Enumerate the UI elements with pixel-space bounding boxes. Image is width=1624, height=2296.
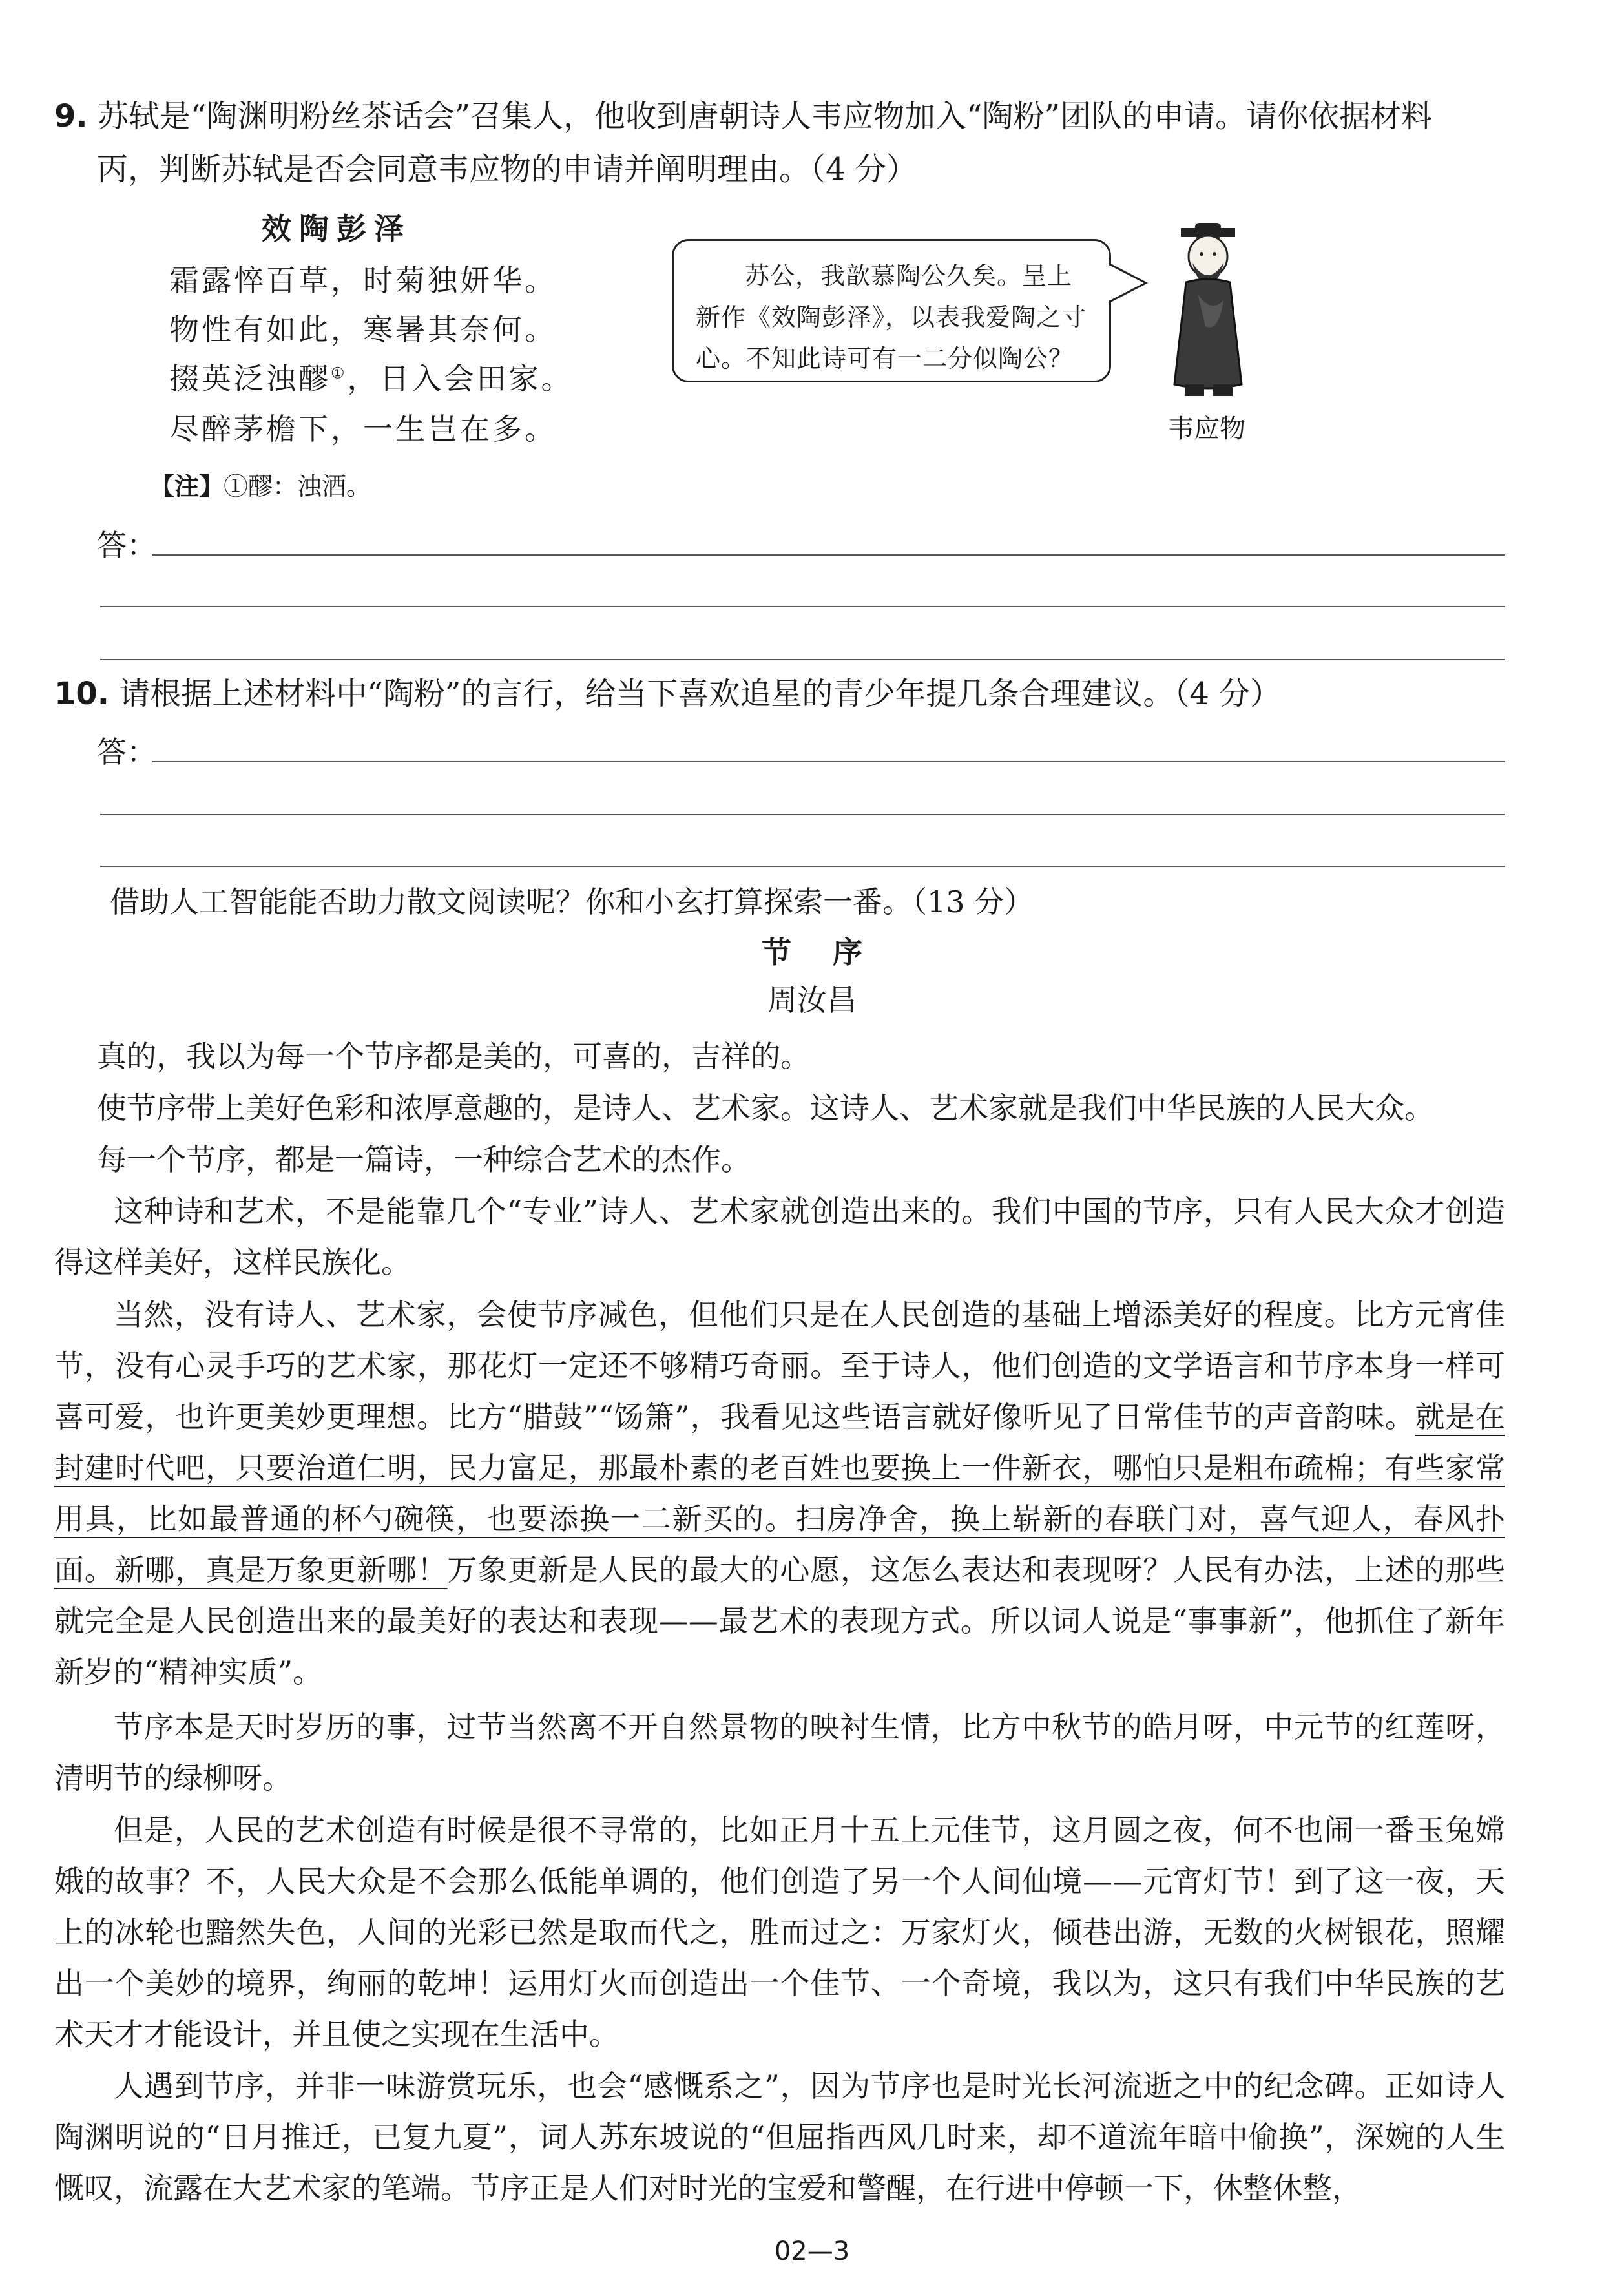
poem-note: 【注】①醪：浊酒。 bbox=[150, 472, 371, 501]
essay-author: 周汝昌 bbox=[767, 983, 857, 1018]
essay-paragraph-1: 真的，我以为每一个节序都是美的，可喜的，吉祥的。 bbox=[97, 1039, 810, 1074]
essay-paragraph-7: 但是，人民的艺术创造有时候是很不寻常的，比如正月十五上元佳节，这月圆之夜，何不也闹一番玉兔嫦娥的故事？不，人民大众是不会那么低能单调的，他们创造了另一个人间仙境——元宵灯节！到了这一夜，天上的冰轮也黯然失色，人间的光彩已然是取而代之，胜而过之：万家灯火，倾巷出游，无数的火树银花，照耀出一个美妙的境界，绚丽的乾坤！运用灯火而创造出一个佳节、一个奇境，我以为，这只有我们中华民族的艺术天才才能设计，并且使之实现在生活中。 bbox=[54, 1813, 1505, 2052]
question-10 bbox=[54, 669, 1527, 718]
section-intro: 借助人工智能能否助力散文阅读呢？你和小玄打算探索一番。（13 分） bbox=[110, 884, 1034, 919]
question-10-text: 请根据上述材料中“陶粉”的言行，给当下喜欢追星的青少年提几条合理建议。（4 分） bbox=[119, 676, 1282, 712]
q9-answer-label: 答： bbox=[97, 528, 156, 563]
poem-title: 效陶彭泽 bbox=[262, 211, 411, 246]
figure-caption: 韦应物 bbox=[1168, 414, 1245, 444]
essay-paragraph-8: 人遇到节序，并非一味游赏玩乐，也会“感慨系之”，因为节序也是时光长河流逝之中的纪念碑。正如诗人陶渊明说的“日月推迁，已复九夏”，词人苏东坡说的“但屈指西风几时来，却不道流年暗中偷换”，深婉的人生慨叹，流露在大艺术家的笔端。节序正是人们对时光的宝爱和警醒，在行进中停顿一下，休整休整， bbox=[54, 2069, 1505, 2206]
essay-paragraph-5: 当然，没有诗人、艺术家，会使节序减色，但他们只是在人民创造的基础上增添美好的程度。比方元宵佳节，没有心灵手巧的艺术家，那花灯一定还不够精巧奇丽。至于诗人，他们创造的文学语言和节序本身一样可喜可爱，也许更美妙更理想。比方“腊鼓”“饧箫”，我看见这些语言就好像听见了日常佳节的声音韵味。就是在封建时代吧，只要治道仁明，民力富足，那最朴素的老百姓也要换上一件新衣，哪怕只是粗布疏棉；有些家常用具，比如最普通的杯勺碗筷，也要添换一二新买的。扫房净舍，换上崭新的春联门对，喜气迎人，春风扑面。新哪，真是万象更新哪！万象更新是人民的最大的心愿，这怎么表达和表现呀？人民有办法，上述的那些就完全是人民创造出来的最美好的表达和表现——最艺术的表现方式。所以词人说是“事事新”，他抓住了新年新岁的“精神实质”。 bbox=[54, 1297, 1506, 1689]
question-9-line2: 丙，判断苏轼是否会同意韦应物的申请并阐明理由。（4 分） bbox=[97, 151, 917, 187]
wei-yingwu-figure-icon bbox=[1156, 223, 1260, 404]
question-9-number: 9. bbox=[54, 98, 88, 134]
q9-answer-line-2[interactable] bbox=[100, 606, 1505, 607]
poem-line-4: 尽醉茅檐下，一生岂在多。 bbox=[169, 412, 557, 446]
speech-bubble: 苏公，我歆慕陶公久矣。呈上新作《效陶彭泽》，以表我爱陶之寸心。不知此诗可有一二分似陶公？ bbox=[672, 239, 1111, 382]
q10-answer-label: 答： bbox=[97, 735, 156, 769]
essay-paragraph-6: 节序本是天时岁历的事，过节当然离不开自然景物的映衬生情，比方中秋节的皓月呀，中元节的红莲呀，清明节的绿柳呀。 bbox=[54, 1709, 1505, 1795]
poem-line-1: 霜露悴百草，时菊独妍华。 bbox=[169, 263, 557, 298]
poem-line-2: 物性有如此，寒暑其奈何。 bbox=[169, 312, 557, 347]
footnote-marker: ① bbox=[331, 364, 348, 382]
q10-answer-line-3[interactable] bbox=[100, 866, 1505, 867]
essay-paragraph-2: 使节序带上美好色彩和浓厚意趣的，是诗人、艺术家。这诗人、艺术家就是我们中华民族的人民大众。 bbox=[97, 1091, 1434, 1125]
speech-bubble-tail bbox=[1109, 258, 1150, 310]
poem-line-3: 掇英泛浊醪①，日入会田家。 bbox=[169, 361, 574, 396]
question-9-line1 bbox=[54, 92, 1527, 141]
essay-paragraph-3: 每一个节序，都是一篇诗，一种综合艺术的杰作。 bbox=[97, 1142, 751, 1177]
q10-answer-line-2[interactable] bbox=[100, 814, 1505, 815]
q9-answer-line-3[interactable] bbox=[100, 659, 1505, 660]
underlined-passage: 就是在封建时代吧，只要治道仁明，民力富足，那最朴素的老百姓也要换上一件新衣，哪怕只是粗布疏棉；有些家常用具，比如最普通的杯勺碗筷，也要添换一二新买的。扫房净舍，换上崭新的春联门对，喜气迎人，春风扑面。新哪，真是万象更新哪！ bbox=[54, 1399, 1505, 1587]
question-10-number: 10. bbox=[54, 676, 110, 712]
question-9-text: 苏轼是“陶渊明粉丝茶话会”召集人，他收到唐朝诗人韦应物加入“陶粉”团队的申请。请你依据材料 bbox=[97, 98, 1433, 134]
essay-title: 节 序 bbox=[761, 935, 863, 970]
q10-answer-line-1[interactable] bbox=[152, 761, 1505, 762]
essay-paragraph-4: 这种诗和艺术，不是能靠几个“专业”诗人、艺术家就创造出来的。我们中国的节序，只有人民大众才创造得这样美好，这样民族化。 bbox=[54, 1194, 1505, 1280]
q9-answer-line-1[interactable] bbox=[152, 554, 1505, 556]
page-number: 02—3 bbox=[774, 2237, 850, 2266]
